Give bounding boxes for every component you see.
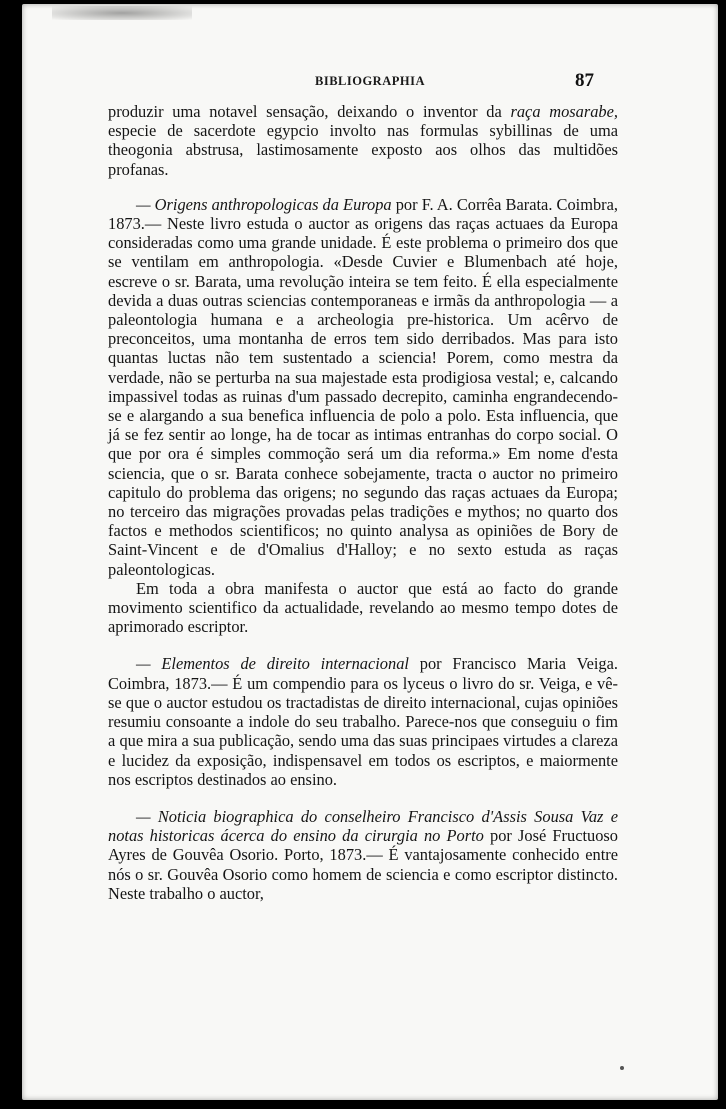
scan-smudge — [52, 6, 192, 20]
body-text — [108, 102, 618, 903]
book-title: — Noticia biographica do conselheiro Francisco d'Assis Sousa Vaz e notas historicas ácerca do ensino da cirurgia no Porto — [108, 806, 618, 846]
review-noticia-biographica — [108, 807, 618, 903]
running-head: BIBLIOGRAPHIA — [315, 74, 425, 88]
review-closing-paragraph: Em toda a obra manifesta o auctor que está ao facto do grande movimento scientifico da actualidade, revelando ao mesmo tempo dotes de aprimorado escriptor. — [108, 578, 618, 637]
paragraph-gap — [108, 789, 618, 807]
review-text: por José Fructuoso Ayres de Gouvêa Osorio. Porto, 1873.— É vantajosamente conhecido entre nós o sr. Gouvêa Osorio como homem de sciencia e como escriptor distincto. Neste trabalho o auctor, — [108, 826, 618, 903]
paragraph-continuation — [108, 102, 618, 179]
paragraph-text: especie de sacerdote egypcio involto nas formulas sybillinas de uma theogonia abstrusa, lastimosamente exposto aos olhos das multidões profanas. — [108, 121, 618, 179]
review-elementos-direito — [108, 654, 618, 788]
paragraph-gap — [108, 636, 618, 654]
ink-speck — [620, 1066, 624, 1070]
page-header — [22, 70, 718, 98]
review-text: por Francisco Maria Veiga. Coimbra, 1873.— É um compendio para os lyceus o livro do sr. Veiga, e vê-se que o auctor estudou os tractadistas de direito internacional, cujas opiniões resumiu consoante a indole do seu trabalho. Parece-nos que conseguiu o fim a que mira a sua publicação, sendo uma das suas principaes virtudes a clareza e lucidez da exposição, indispensavel em todos os escriptos, e maiormente nos escriptos destinados ao ensino. — [108, 654, 618, 789]
paragraph-gap — [108, 179, 618, 195]
review-text: por F. A. Corrêa Barata. Coimbra, 1873.— Neste livro estuda o auctor as origens das raças actuaes da Europa consideradas como uma grande unidade. É este problema o primeiro dos que se ventilam em anthropologia. «Desde Cuvier e Blumenbach até hoje, escreve o sr. Barata, uma revolução inteira se tem feito. É ella especialmente devida a duas outras sciencias contemporaneas e irmãs da anthropologia — a paleontologia humana e a archeologia pre-historica. Um acêrvo de preconceitos, uma montanha de erros tem sido derribados. Mas para isto quantas luctas não tem sustentado a sciencia! Porem, como mestra da verdade, não se perturba na sua majestade esta prodigiosa vestal; e, calcando impassivel todas as ruinas d'um passado decrepito, caminha engrandecendo-se e alargando a sua benefica influencia de polo a polo. Esta influencia, que já se fez sentir ao longe, ha de tocar as intimas entranhas do corpo social. O que por ora é simples commoção será um dia reforma.» Em nome d'esta sciencia, que o sr. Barata conhece sobejamente, tracta o auctor no primeiro capitulo do problema das origens; no segundo das raças actuaes da Europa; no terceiro das migrações provadas pelas tradições e mythos; no quarto dos factos e methodos scientificos; no quinto analysa as opiniões de Bory de Saint-Vincent e de d'Omalius d'Halloy; e no sexto estuda as raças paleontologicas. — [108, 194, 618, 579]
book-title: — Elementos de direito internacional — [136, 654, 409, 674]
scanned-page — [22, 4, 718, 1100]
italic-term: raça mosarabe, — [510, 102, 618, 121]
page-number: 87 — [575, 70, 594, 91]
paragraph-text: produzir uma notavel sensação, deixando o inventor da — [108, 102, 511, 121]
review-origens-anthropologicas — [108, 195, 618, 579]
book-title: — Origens anthropologicas da Europa — [136, 194, 392, 214]
